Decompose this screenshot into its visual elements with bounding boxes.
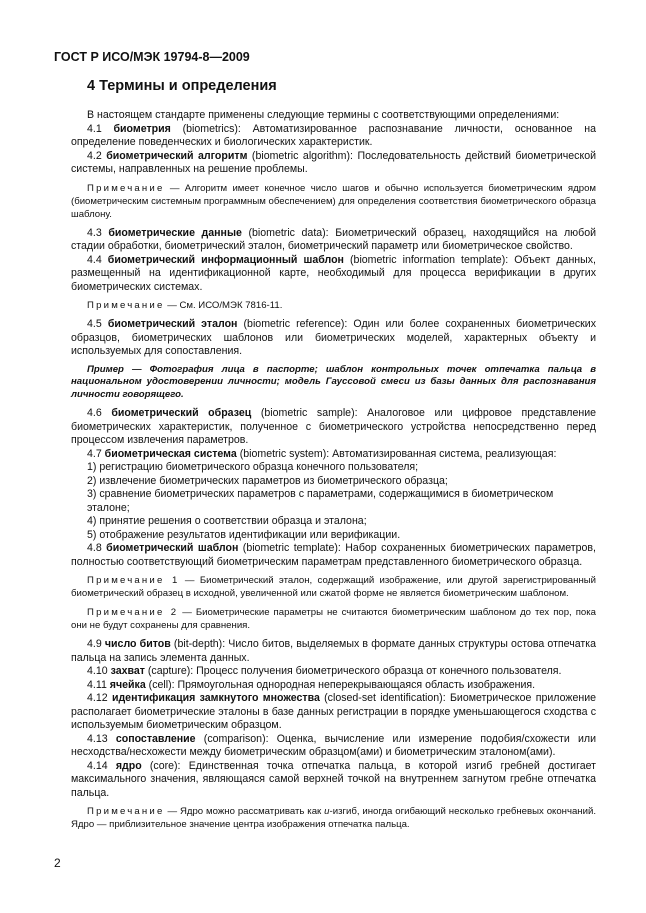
term-name: биометрический эталон	[107, 318, 238, 330]
note-text: — См. ИСО/МЭК 7816-11.	[164, 300, 283, 311]
term-definition: (biometrics): Автоматизированное распознавание личности, основанное на определение поведенческих и биологических характеристик.	[71, 122, 596, 148]
note-text: — Биометрический эталон, содержащий изображение, или другой зарегистрированный биометрический образец в исходной, увеличенной или сжатой форме не является биометрическим шаблоном.	[71, 575, 596, 599]
note-4-2	[71, 182, 596, 221]
note-text: — Биометрические параметры не считаются биометрическим шаблоном до тех пор, пока они не будут сохранены для сравнения.	[71, 607, 596, 631]
term-4-14	[71, 760, 596, 801]
note-4-8-2	[71, 606, 596, 632]
term-name: биометрический алгоритм	[106, 149, 248, 162]
term-number: 4.11	[87, 678, 110, 691]
term-number: 4.8	[87, 542, 107, 554]
term-name: биометрические данные	[108, 226, 242, 239]
list-item: 5) отображение результатов идентификации или верификации.	[87, 528, 401, 541]
term-definition: (biometric system): Автоматизированная система, реализующая:	[236, 447, 557, 460]
note-4-8-1	[71, 574, 596, 600]
term-4-6	[71, 407, 596, 448]
term-number: 4.5	[87, 318, 108, 330]
term-definition: (biometric template): Набор сохраненных биометрических параметров, полностью соответствующий биометрическим параметрам представленного биометрического образца.	[71, 542, 596, 568]
intro-paragraph: В настоящем стандарте применены следующие термины с соответствующими определениями:	[87, 109, 560, 121]
term-4-3	[71, 227, 596, 254]
term-definition: (biometric algorithm): Последовательность действий биометрической системы, направленных на решение проблемы.	[71, 149, 597, 175]
term-definition: (comparison): Оценка, вычисление или измерение подобия/схожести или несходства/несхожести между биометрическим образцом(ами) и биометрическим эталоном(ами).	[71, 732, 597, 758]
term-number: 4.14	[87, 759, 116, 772]
term-definition: (biometric sample): Аналоговое или цифровое представление биометрических характеристик, полученное с биометрического устройства непосредственно перед процессом извлечения параметров.	[71, 407, 597, 446]
term-name: биометрическая система	[104, 447, 237, 460]
term-definition: (core): Единственная точка отпечатка пальца, в которой изгиб гребней достигает максимального значения, являющаяся самой верхней точкой на внутреннем загнутом гребне отпечатка пальца.	[71, 759, 597, 799]
term-definition: (biometric reference): Один или более сохраненных биометрических образцов, биометрических шаблонов или биометрических моделей, характерных объекту и используемых для сопоставления.	[71, 318, 596, 357]
term-definition: (closed-set identification): Биометрическое приложение располагает биометрические эталоны в базе данных регистрации в порядке уменьшающегося сходства с используемым биометрическим образцом.	[71, 692, 597, 731]
term-4-1	[71, 123, 596, 150]
term-4-10	[71, 665, 596, 679]
term-name: биометрия	[113, 122, 171, 135]
term-name: сопоставление	[115, 732, 196, 745]
term-number: 4.12	[87, 692, 112, 704]
note-text: — Алгоритм имеет конечное число шагов и обычно используется биометрическим ядром (биометрическим системным программным обеспечением) для определения соответствия биометрического образца шаблону.	[71, 182, 596, 220]
term-4-4	[71, 254, 596, 295]
term-number: 4.6	[87, 407, 112, 419]
term-name: ядро	[115, 759, 142, 772]
term-number: 4.13	[87, 732, 116, 745]
note-label: Примечание 1	[87, 575, 180, 586]
term-definition: (biometric information template): Объект данных, размещенный на идентификационной карте, необходимый для процесса верификации в других биометрических системах.	[71, 253, 596, 293]
list-item: 3) сравнение биометрических параметров с параметрами, содержащимися в биометрическом эталоне;	[87, 488, 554, 514]
example-4-5: Пример — Фотография лица в паспорте; шаблон контрольных точек отпечатка пальца в национальном удостоверении личности; модель Гауссовой смеси из базы данных для распознавания личности говорящего.	[71, 363, 596, 400]
term-4-9	[71, 638, 596, 665]
term-4-7	[71, 448, 596, 462]
term-name: идентификация замкнутого множества	[111, 692, 320, 704]
note-text: — Ядро можно рассматривать как	[164, 806, 325, 817]
note-label: Примечание	[87, 806, 165, 817]
page-number: 2	[54, 856, 61, 870]
term-name: биометрический шаблон	[106, 542, 239, 554]
term-definition: (biometric data): Биометрический образец, находящийся на любой стадии обработки, биометрический эталон, биометрический параметр или биометрическое свойство.	[71, 226, 597, 252]
term-name: ячейка	[109, 678, 146, 691]
note-italic-letter: u	[324, 806, 330, 817]
term-definition: (capture): Процесс получения биометрического образца от конечного пользователя.	[144, 665, 562, 677]
term-number: 4.7	[87, 447, 105, 460]
term-number: 4.1	[87, 122, 114, 135]
list-item: 1) регистрацию биометрического образца конечного пользователя;	[87, 461, 419, 473]
term-4-11	[71, 679, 596, 693]
term-name: захват	[110, 665, 145, 677]
term-4-5	[71, 318, 596, 359]
term-number: 4.10	[87, 665, 111, 677]
document-header: ГОСТ Р ИСО/МЭК 19794-8—2009	[54, 50, 250, 64]
section-title: 4 Термины и определения	[87, 78, 277, 94]
term-name: биометрический информационный шаблон	[107, 253, 344, 266]
term-number: 4.9	[87, 638, 105, 650]
note-label: Примечание 2	[87, 607, 179, 618]
term-definition: (cell): Прямоугольная однородная неперекрывающаяся область изображения.	[145, 678, 536, 691]
term-number: 4.2	[87, 149, 107, 162]
term-4-12	[71, 692, 596, 733]
note-text: -изгиб, иногда огибающий несколько гребневых окончаний. Ядро — приблизительное значение центра изображения отпечатка пальца.	[71, 806, 596, 830]
note-4-4	[71, 299, 596, 312]
note-label: Примечание	[87, 300, 165, 311]
term-definition: (bit-depth): Число битов, выделяемых в формате данных структуры остова отпечатка пальца на запись элемента данных.	[71, 638, 596, 664]
term-name: биометрический образец	[111, 407, 252, 419]
list-item: 4) принятие решения о соответствии образца и эталона;	[87, 515, 367, 527]
term-name: число битов	[104, 638, 171, 650]
note-4-14	[71, 805, 596, 831]
term-number: 4.3	[87, 226, 109, 239]
list-item: 2) извлечение биометрических параметров из биометрического образца;	[87, 474, 448, 487]
term-number: 4.4	[87, 253, 108, 266]
term-4-13	[71, 733, 596, 760]
term-4-2	[71, 150, 596, 177]
content-body	[71, 109, 596, 837]
term-4-8	[71, 542, 596, 569]
note-label: Примечание	[87, 182, 165, 194]
